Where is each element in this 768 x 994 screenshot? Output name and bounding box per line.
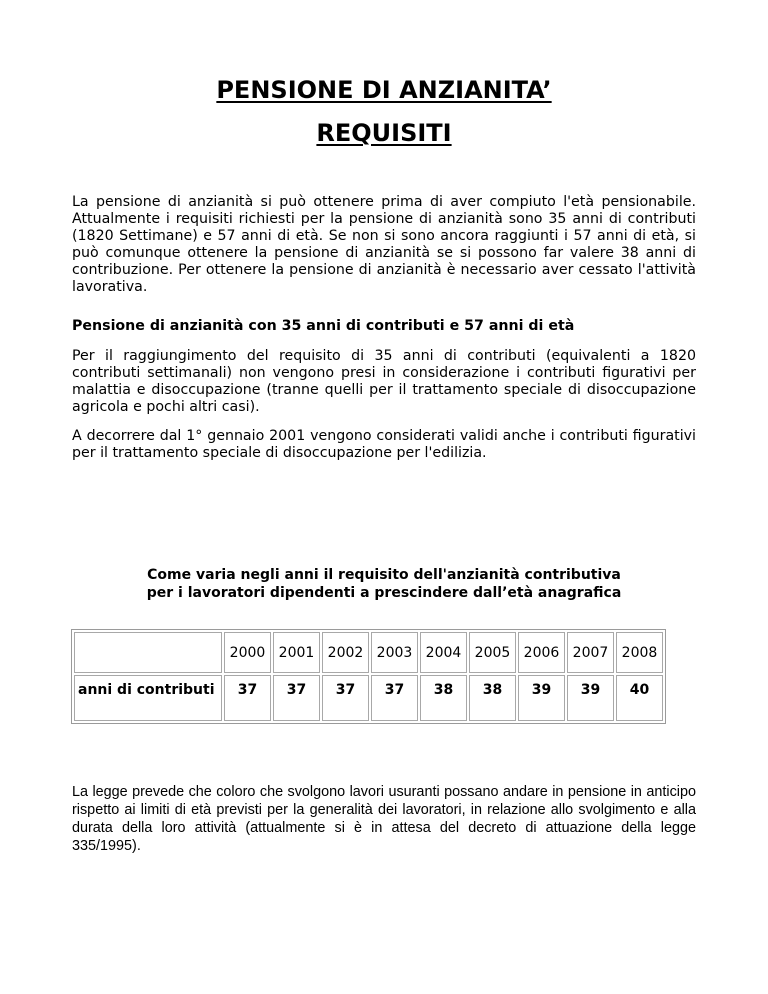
year-cell: 2008 xyxy=(616,632,663,673)
table-corner-cell xyxy=(74,632,222,673)
year-cell: 2006 xyxy=(518,632,565,673)
year-cell: 2005 xyxy=(469,632,516,673)
value-cell: 37 xyxy=(322,675,369,721)
table-caption-line-1: Come varia negli anni il requisito dell'anzianità contributiva xyxy=(147,567,621,583)
edilizia-paragraph: A decorrere dal 1° gennaio 2001 vengono considerati validi anche i contributi figurativi per il trattamento speciale di disoccupazione per l'edilizia. xyxy=(72,428,696,461)
value-cell: 38 xyxy=(420,675,467,721)
page-title: PENSIONE DI ANZIANITA’ xyxy=(216,76,552,104)
page-subtitle: REQUISITI xyxy=(316,119,452,147)
year-cell: 2003 xyxy=(371,632,418,673)
row-label: anni di contributi xyxy=(74,675,222,721)
value-cell: 39 xyxy=(518,675,565,721)
table-row xyxy=(74,675,663,721)
table-caption-line-2: per i lavoratori dipendenti a prescindere dall’età anagrafica xyxy=(146,585,622,601)
value-cell: 37 xyxy=(273,675,320,721)
usuranti-paragraph: La legge prevede che coloro che svolgono lavori usuranti possano andare in pensione in anticipo rispetto ai limiti di età previsti per la generalità dei lavoratori, in relazione allo svolgimento e alla durata della loro attività (attualmente si è in attesa del decreto di attuazione della legge 335/1995). xyxy=(72,784,696,854)
value-cell: 39 xyxy=(567,675,614,721)
intro-paragraph: La pensione di anzianità si può ottenere prima di aver compiuto l'età pensionabile. Attualmente i requisiti richiesti per la pensione di anzianità sono 35 anni di contributi (1820 Settimane) e 57 anni di età. Se non si sono ancora raggiunti i 57 anni di età, si può comunque ottenere la pensione di anzianità se si possono far valere 38 anni di contribuzione. Per ottenere la pensione di anzianità è necessario aver cessato l'attività lavorativa. xyxy=(72,194,696,295)
year-cell: 2007 xyxy=(567,632,614,673)
contributions-paragraph: Per il raggiungimento del requisito di 35 anni di contributi (equivalenti a 1820 contributi settimanali) non vengono presi in considerazione i contributi figurativi per malattia e disoccupazione (tranne quelli per il trattamento speciale di disoccupazione agricola e pochi altri casi). xyxy=(72,348,696,415)
section-heading: Pensione di anzianità con 35 anni di contributi e 57 anni di età xyxy=(72,318,575,334)
value-cell: 37 xyxy=(224,675,271,721)
year-cell: 2000 xyxy=(224,632,271,673)
value-cell: 37 xyxy=(371,675,418,721)
year-cell: 2004 xyxy=(420,632,467,673)
table-header-row xyxy=(74,632,663,673)
contribution-requirements-table xyxy=(71,629,666,724)
year-cell: 2001 xyxy=(273,632,320,673)
value-cell: 40 xyxy=(616,675,663,721)
value-cell: 38 xyxy=(469,675,516,721)
year-cell: 2002 xyxy=(322,632,369,673)
